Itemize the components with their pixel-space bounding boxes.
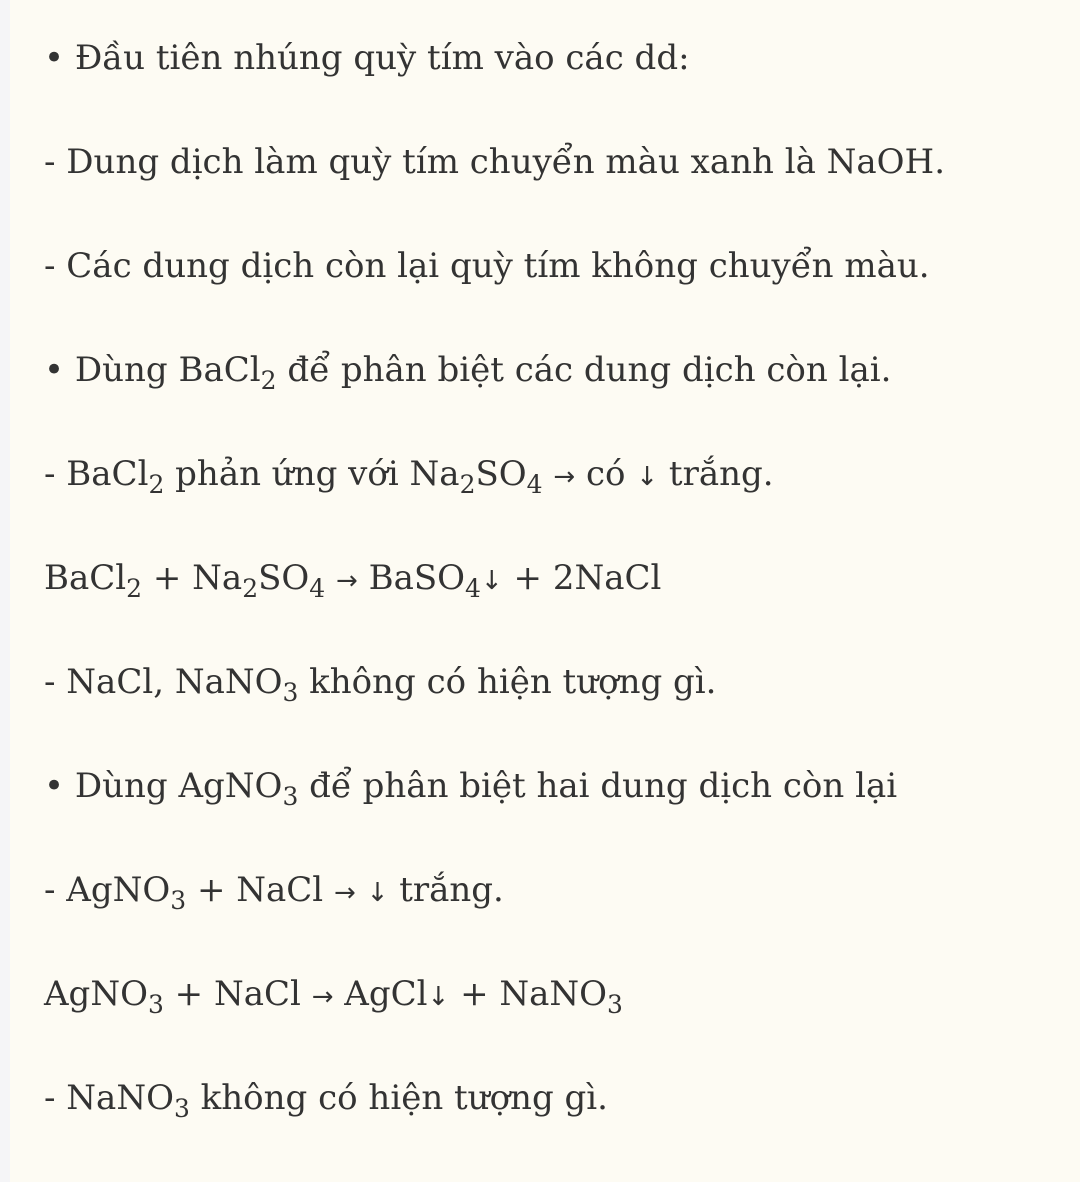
text-segment: AgNO bbox=[44, 974, 148, 1014]
text-segment: trắng. bbox=[388, 870, 504, 910]
text-segment: không có hiện tượng gì. bbox=[189, 1078, 608, 1118]
text-segment: + Na bbox=[142, 558, 243, 598]
symbol-glyph: ↓ bbox=[427, 982, 450, 1012]
text-segment: • Đầu tiên nhúng quỳ tím vào các dd: bbox=[44, 38, 690, 78]
subscript: 4 bbox=[309, 574, 326, 603]
symbol-glyph: ↓ bbox=[636, 462, 659, 492]
subscript: 4 bbox=[526, 470, 543, 499]
text-line bbox=[44, 662, 717, 705]
text-line bbox=[44, 870, 504, 913]
document-page bbox=[10, 0, 1080, 1182]
text-line bbox=[44, 246, 930, 286]
text-segment: BaCl bbox=[44, 558, 127, 598]
text-line bbox=[44, 766, 897, 809]
subscript: 3 bbox=[282, 782, 299, 811]
text-segment: để phân biệt các dung dịch còn lại. bbox=[276, 350, 892, 390]
text-segment bbox=[356, 870, 367, 910]
subscript: 3 bbox=[173, 1094, 190, 1123]
text-segment: - BaCl bbox=[44, 454, 149, 494]
text-segment: BaSO bbox=[357, 558, 466, 598]
text-segment: - NaCl, NaNO bbox=[44, 662, 283, 702]
subscript: 4 bbox=[465, 574, 481, 603]
text-line bbox=[44, 142, 945, 182]
text-segment: để phân biệt hai dung dịch còn lại bbox=[298, 766, 898, 806]
symbol-glyph: ↓ bbox=[480, 566, 503, 596]
symbol-glyph: → bbox=[335, 566, 358, 596]
text-segment: + NaCl bbox=[186, 870, 334, 910]
text-segment bbox=[543, 454, 554, 494]
text-segment: - Các dung dịch còn lại quỳ tím không chuyển màu. bbox=[44, 246, 930, 286]
symbol-glyph: ↓ bbox=[366, 878, 389, 908]
subscript: 3 bbox=[282, 678, 299, 707]
text-segment: SO bbox=[258, 558, 310, 598]
text-segment: + NaNO bbox=[449, 974, 608, 1014]
text-segment: • Dùng BaCl bbox=[44, 350, 261, 390]
subscript: 2 bbox=[148, 470, 165, 499]
text-segment: - AgNO bbox=[44, 870, 171, 910]
symbol-glyph: → bbox=[333, 878, 356, 908]
text-line bbox=[44, 350, 891, 393]
subscript: 2 bbox=[242, 574, 259, 603]
text-line bbox=[44, 558, 661, 601]
text-segment: phản ứng với Na bbox=[164, 454, 460, 494]
subscript: 3 bbox=[607, 990, 623, 1019]
text-segment: + NaCl bbox=[163, 974, 312, 1014]
text-segment: có bbox=[575, 454, 637, 494]
symbol-glyph: → bbox=[311, 982, 334, 1012]
text-segment bbox=[325, 558, 336, 598]
text-segment: SO bbox=[475, 454, 527, 494]
text-segment: AgCl bbox=[333, 974, 428, 1014]
text-segment: trắng. bbox=[658, 454, 774, 494]
text-segment: + 2NaCl bbox=[502, 558, 662, 598]
text-line bbox=[44, 974, 623, 1017]
subscript: 2 bbox=[126, 574, 143, 603]
subscript: 2 bbox=[459, 470, 476, 499]
subscript: 3 bbox=[170, 886, 187, 915]
text-segment: - Dung dịch làm quỳ tím chuyển màu xanh là NaOH. bbox=[44, 142, 945, 182]
text-segment: không có hiện tượng gì. bbox=[298, 662, 717, 702]
text-segment: - NaNO bbox=[44, 1078, 174, 1118]
symbol-glyph: → bbox=[553, 462, 576, 492]
text-line bbox=[44, 454, 774, 497]
subscript: 2 bbox=[260, 366, 277, 395]
subscript: 3 bbox=[147, 990, 164, 1019]
text-segment: • Dùng AgNO bbox=[44, 766, 283, 806]
text-line bbox=[44, 1078, 608, 1121]
text-line bbox=[44, 38, 690, 78]
